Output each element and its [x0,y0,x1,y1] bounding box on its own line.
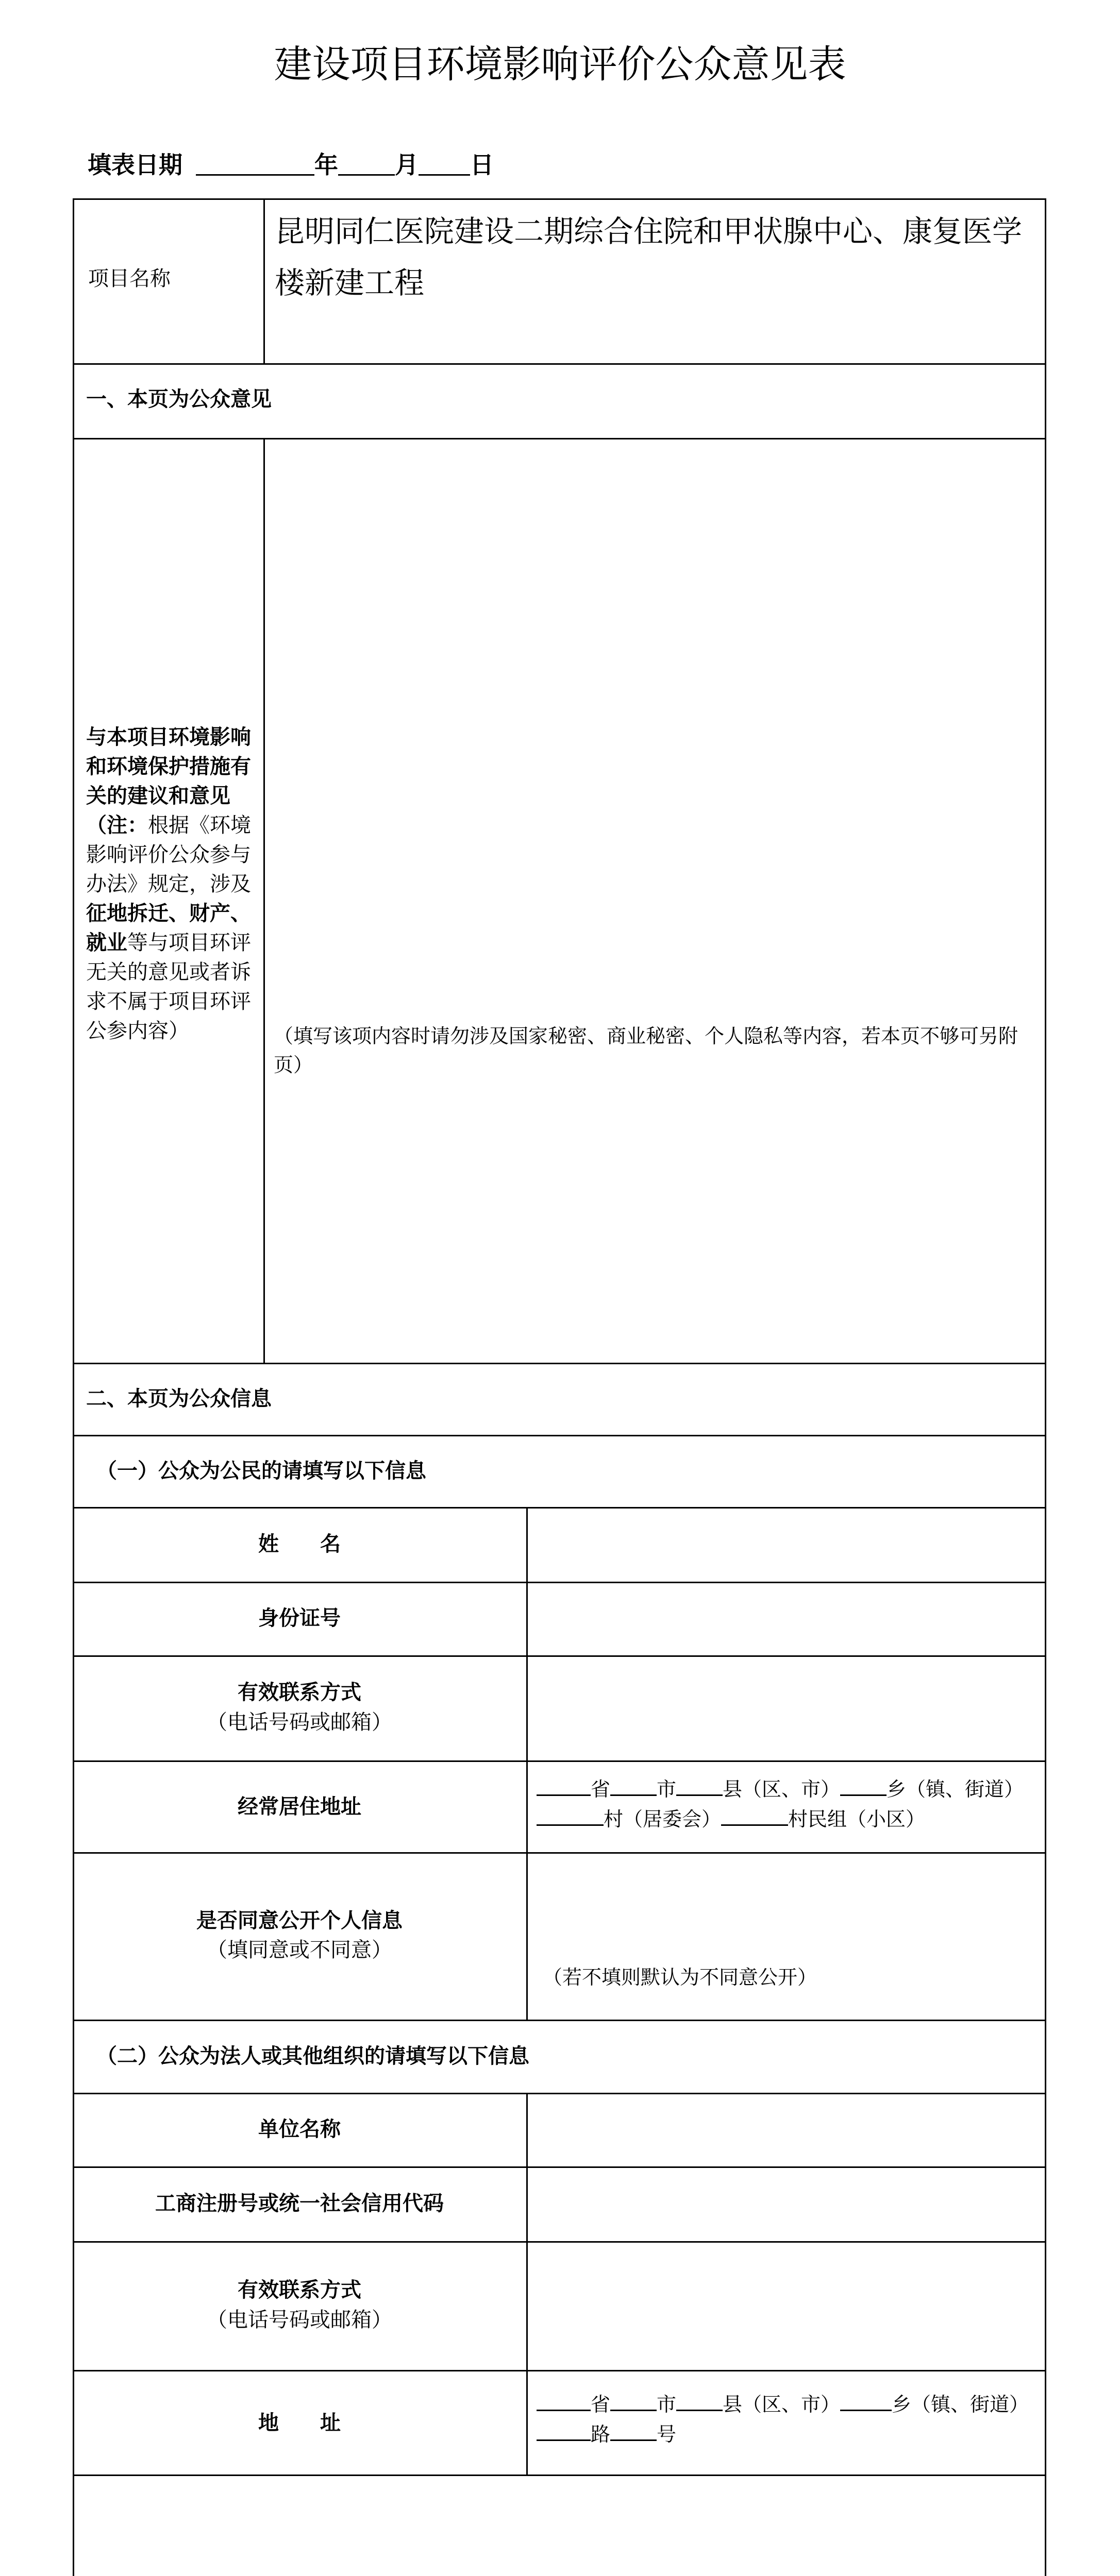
citizen-contact-sub: （电话号码或邮箱） [207,1710,392,1734]
province-blank[interactable] [537,2389,591,2411]
fill-date-month-blank[interactable] [338,144,395,176]
citizen-name-input[interactable] [528,1509,1044,1580]
citizen-address-label: 经常居住地址 [238,1795,361,1819]
citizen-contact-label: 有效联系方式 [238,1681,361,1704]
township-label: 乡（镇、街道） [887,1778,1024,1801]
township-blank[interactable] [840,1774,887,1796]
citizen-address-fields[interactable] [537,1774,1039,1834]
org-reg-input[interactable] [528,2168,1044,2240]
road-blank[interactable] [537,2419,591,2441]
org-contact-input[interactable] [528,2243,1044,2368]
divider [73,1852,1046,1854]
divider [73,2241,1046,2243]
citizen-id-label: 身份证号 [258,1606,341,1630]
county-blank[interactable] [676,1774,723,1796]
fill-date-day-label: 日 [470,151,494,179]
opinion-label-part3: 等与项目环评无关的意见或者诉求不属于项目环评公参内容） [86,931,251,1043]
org-address-label: 地 址 [258,2411,341,2435]
village-label: 村（居委会） [604,1808,722,1831]
citizen-consent-input[interactable] [528,1854,1044,1957]
form-title: 建设项目环境影响评价公众意见表 [274,42,846,87]
org-unit-label: 单位名称 [258,2117,341,2141]
org-contact-sub: （电话号码或邮箱） [207,2308,392,2332]
divider [526,2093,528,2475]
divider [73,1760,1046,1762]
citizen-heading: （一）公众为公民的请填写以下信息 [96,1459,426,1483]
citizen-name-label: 姓 名 [258,1532,341,1556]
citizen-consent-sub: （填同意或不同意） [207,1938,392,1962]
province-blank[interactable] [537,1774,591,1796]
project-name-value: 昆明同仁医院建设二期综合住院和甲状腺中心、康复医学楼新建工程 [275,214,1023,300]
number-label: 号 [657,2423,677,2446]
county-label: 县（区、市） [723,2393,841,2416]
org-address-fields[interactable] [537,2389,1039,2449]
divider [263,198,265,363]
city-label: 市 [657,2393,677,2416]
city-blank[interactable] [610,2389,657,2411]
divider [73,2166,1046,2168]
section1-heading: 一、本页为公众意见 [86,387,272,411]
divider [73,2475,1046,2476]
org-contact-label: 有效联系方式 [238,2278,361,2302]
opinion-label-part2: 根据《环境影响评价公众参与办法》规定，涉及 [86,814,251,896]
opinion-hint: （填写该项内容时请勿涉及国家秘密、商业秘密、个人隐私等内容，若本页不够可另附页） [274,1025,1018,1076]
fill-date-line [88,144,494,185]
number-blank[interactable] [610,2419,657,2441]
county-label: 县（区、市） [723,1778,841,1801]
divider [73,1363,1046,1364]
divider [73,1507,1046,1509]
section2-heading: 二、本页为公众信息 [86,1387,272,1411]
county-blank[interactable] [676,2389,723,2411]
citizen-id-input[interactable] [528,1584,1044,1654]
divider [73,1435,1046,1436]
city-label: 市 [657,1778,677,1801]
divider [73,2093,1046,2094]
fill-date-year-blank[interactable] [196,144,314,176]
province-label: 省 [591,1778,611,1801]
city-blank[interactable] [610,1774,657,1796]
opinion-label-bold2: 征地拆迁、财产、就业 [86,902,251,955]
org-heading: （二）公众为法人或其他组织的请填写以下信息 [96,2044,529,2068]
fill-date-year-label: 年 [314,151,338,179]
opinion-label-bold: 与本项目环境影响和环境保护措施有关的建议和意见（注： [86,725,251,837]
citizen-consent-label: 是否同意公开个人信息 [196,1909,403,1933]
township-blank[interactable] [840,2389,892,2411]
divider [73,363,1046,365]
province-label: 省 [591,2393,611,2416]
township-label: 乡（镇、街道） [892,2393,1029,2416]
fill-date-month-label: 月 [395,151,419,179]
divider [73,1582,1046,1583]
group-label: 村民组（小区） [788,1808,926,1831]
form-table [73,198,1046,2576]
group-blank[interactable] [721,1804,788,1826]
village-blank[interactable] [537,1804,604,1826]
divider [73,1655,1046,1657]
road-label: 路 [591,2423,611,2446]
org-unit-input[interactable] [528,2095,1044,2165]
org-reg-label: 工商注册号或统一社会信用代码 [155,2192,444,2215]
opinion-label [86,723,254,1046]
project-name-label: 项目名称 [88,267,171,291]
org-note-input-area[interactable] [75,2477,1044,2576]
citizen-contact-input[interactable] [528,1657,1044,1758]
opinion-input-area[interactable] [264,439,1045,1109]
fill-date-day-blank[interactable] [419,144,470,176]
divider [73,2370,1046,2371]
fill-date-label: 填表日期 [88,151,182,179]
citizen-consent-hint: （若不填则默认为不同意公开） [543,1966,817,1989]
divider [73,2020,1046,2021]
divider [526,1507,528,2020]
